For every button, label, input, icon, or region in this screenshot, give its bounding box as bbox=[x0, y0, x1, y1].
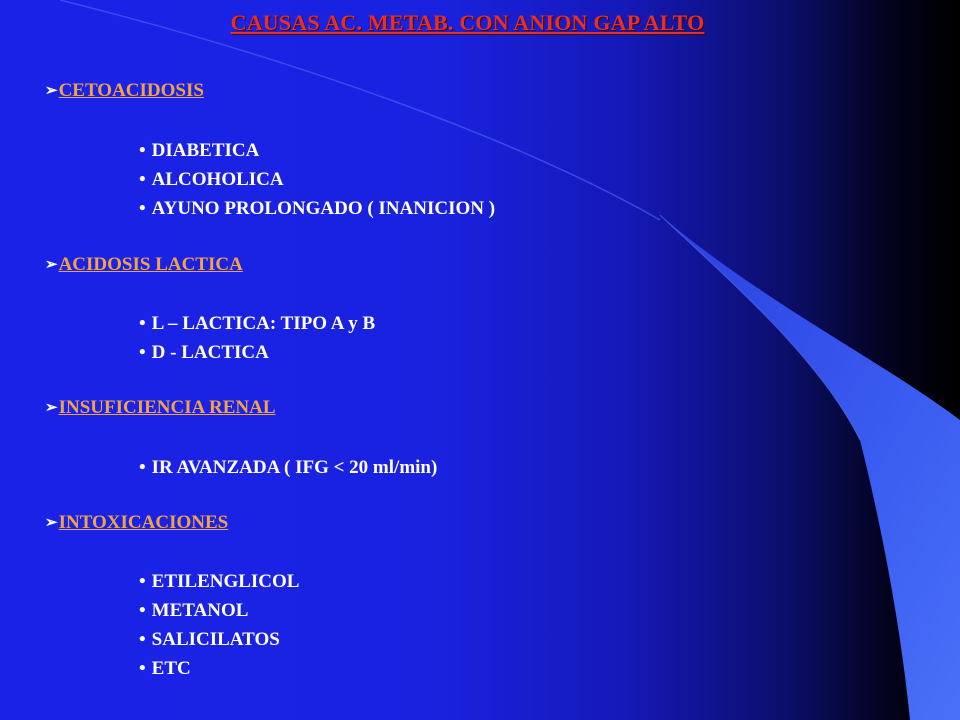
list-item: • ETILENGLICOL bbox=[139, 571, 300, 592]
arrow-bullet-icon: ➢ bbox=[45, 400, 58, 416]
arrow-bullet-icon: ➢ bbox=[45, 83, 58, 99]
slide-title: CAUSAS AC. METAB. CON ANION GAP ALTO bbox=[230, 10, 705, 35]
list-item: • ETC bbox=[139, 658, 191, 679]
list-item: • DIABETICA bbox=[139, 140, 260, 161]
section-heading-insuficiencia-renal: ➢INSUFICIENCIA RENAL bbox=[45, 397, 276, 418]
list-item: • METANOL bbox=[139, 600, 249, 621]
ribbon-shape bbox=[660, 215, 960, 720]
list-item: • L – LACTICA: TIPO A y B bbox=[139, 313, 376, 334]
ribbon-edge bbox=[660, 215, 860, 440]
list-item: • AYUNO PROLONGADO ( INANICION ) bbox=[139, 198, 496, 219]
arrow-bullet-icon: ➢ bbox=[45, 257, 58, 273]
section-heading-intoxicaciones: ➢INTOXICACIONES bbox=[45, 512, 229, 533]
list-item: • D - LACTICA bbox=[139, 342, 269, 363]
arrow-bullet-icon: ➢ bbox=[45, 515, 58, 531]
list-item: • ALCOHOLICA bbox=[139, 169, 284, 190]
list-item: • IR AVANZADA ( IFG < 20 ml/min) bbox=[139, 457, 438, 478]
list-item: • SALICILATOS bbox=[139, 629, 280, 650]
section-heading-acidosis-lactica: ➢ACIDOSIS LACTICA bbox=[45, 254, 243, 275]
section-heading-cetoacidosis: ➢CETOACIDOSIS bbox=[45, 80, 204, 101]
